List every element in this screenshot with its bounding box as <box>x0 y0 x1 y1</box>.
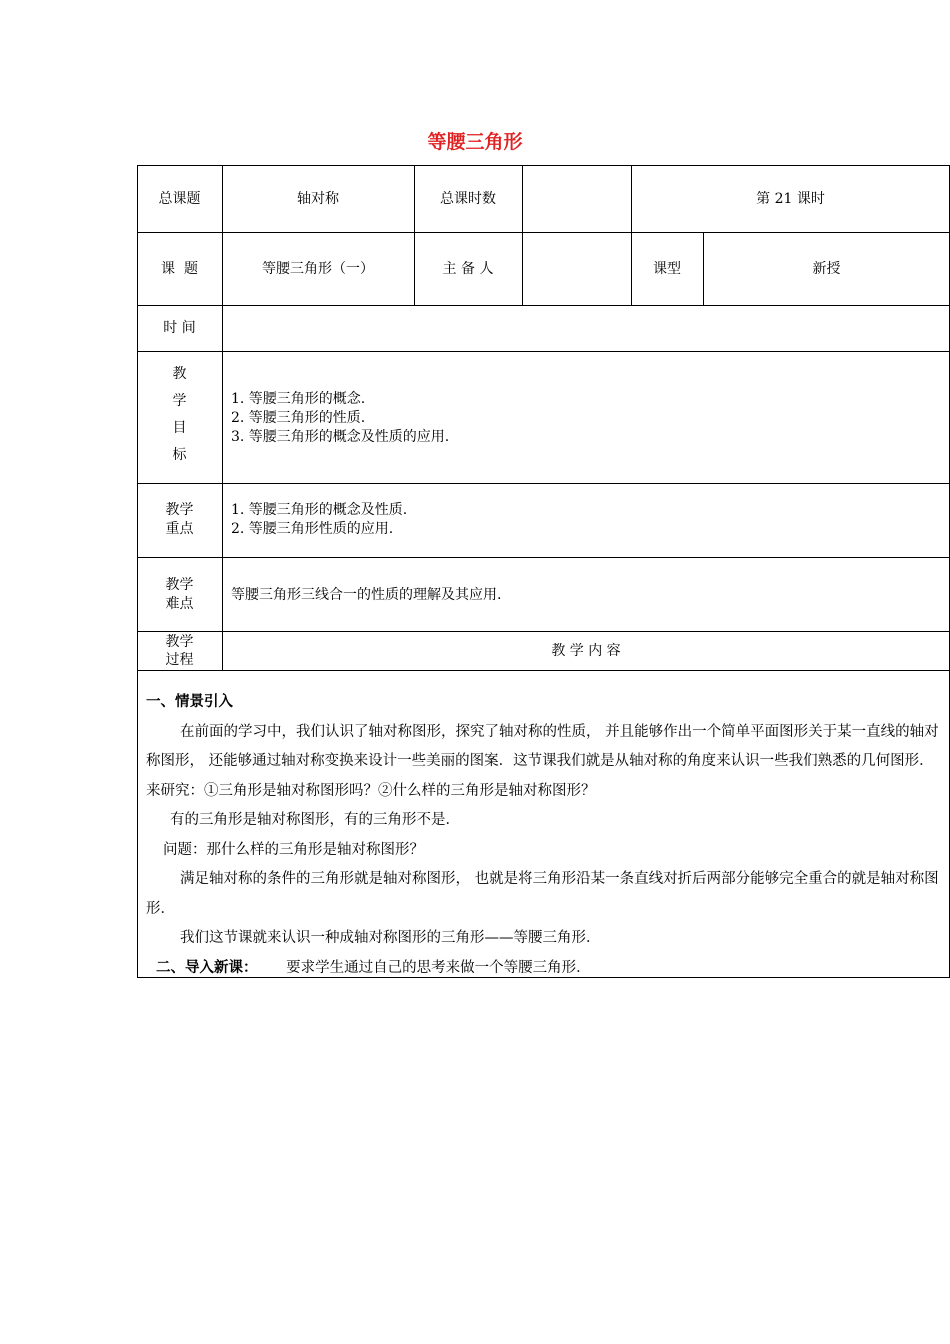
list-item: 1. 等腰三角形的概念及性质. <box>231 502 408 518</box>
difficulties-value: 等腰三角形三线合一的性质的理解及其应用. <box>231 587 502 603</box>
paragraph: 我们这节课就来认识一种成轴对称图形的三角形——等腰三角形． <box>180 930 601 946</box>
section-heading: 二、导入新课： <box>156 959 258 976</box>
list-item: 2. 等腰三角形性质的应用. <box>231 521 394 537</box>
label-char: 目 <box>172 420 187 436</box>
row-divider <box>137 351 950 352</box>
value-preparer <box>522 232 631 305</box>
label-line: 重点 <box>165 521 194 537</box>
row-divider <box>137 670 950 671</box>
label-total-topic: 总课题 <box>158 190 201 207</box>
value-time <box>222 305 950 351</box>
teaching-content-header: 教 学 内 容 <box>551 642 621 659</box>
list-item: 3. 等腰三角形的概念及性质的应用. <box>231 429 450 445</box>
label-line: 教学 <box>165 502 194 518</box>
row-divider <box>137 483 950 484</box>
teaching-content <box>146 688 944 983</box>
difficulties-text <box>231 586 501 605</box>
teaching-goals-list <box>231 390 449 447</box>
paragraph: 要求学生通过自己的思考来做一个等腰三角形． <box>286 959 591 976</box>
row-divider <box>137 557 950 558</box>
label-preparer: 主 备 人 <box>442 260 494 277</box>
section-line <box>146 954 944 984</box>
paragraph: 有的三角形是轴对称图形，有的三角形不是． <box>170 812 460 828</box>
label-line: 教学 <box>165 634 194 650</box>
label-line: 难点 <box>165 596 194 612</box>
label-char: 教 <box>172 366 187 382</box>
label-key-points <box>137 501 222 539</box>
value-lesson-type: 新授 <box>812 260 841 277</box>
paragraph: 问题：那什么样的三角形是轴对称图形？ <box>163 841 424 858</box>
label-lesson-type: 课型 <box>653 260 681 277</box>
paragraph: 在前面的学习中，我们认识了轴对称图形，探究了轴对称的性质， 并且能够作出一个简单平面图形关于某一直线的轴对称图形， 还能够通过轴对称变换来设计一些美丽的图案．这节课我们就是从轴对称的角度来认识一些我们熟悉的几何图形．来研究：①三角形是轴对称图形吗？②什么样的三角形是轴对称图形？ <box>146 723 939 799</box>
value-total-topic: 轴对称 <box>297 190 339 207</box>
value-lesson-number: 第 21 课时 <box>756 190 825 207</box>
label-char: 标 <box>172 447 187 463</box>
value-total-hours <box>522 165 631 232</box>
label-line: 教学 <box>165 577 194 593</box>
label-difficulties <box>137 576 222 614</box>
value-topic: 等腰三角形（一） <box>262 260 374 277</box>
paragraph: 满足轴对称的条件的三角形就是轴对称图形， 也就是将三角形沿某一条直线对折后两部分能够完全重合的就是轴对称图形． <box>146 871 939 917</box>
label-char: 学 <box>172 393 187 409</box>
document-title: 等腰三角形 <box>427 131 523 153</box>
label-line: 过程 <box>165 652 194 668</box>
key-points-list <box>231 501 407 539</box>
label-teaching-goals <box>137 361 222 469</box>
list-item: 2. 等腰三角形的性质. <box>231 410 366 426</box>
label-topic: 课 题 <box>161 260 198 277</box>
section-heading: 一、情景引入 <box>146 694 233 710</box>
label-process <box>137 633 222 669</box>
label-time: 时 间 <box>163 320 196 336</box>
label-total-hours: 总课时数 <box>440 190 496 207</box>
list-item: 1. 等腰三角形的概念. <box>231 391 366 407</box>
